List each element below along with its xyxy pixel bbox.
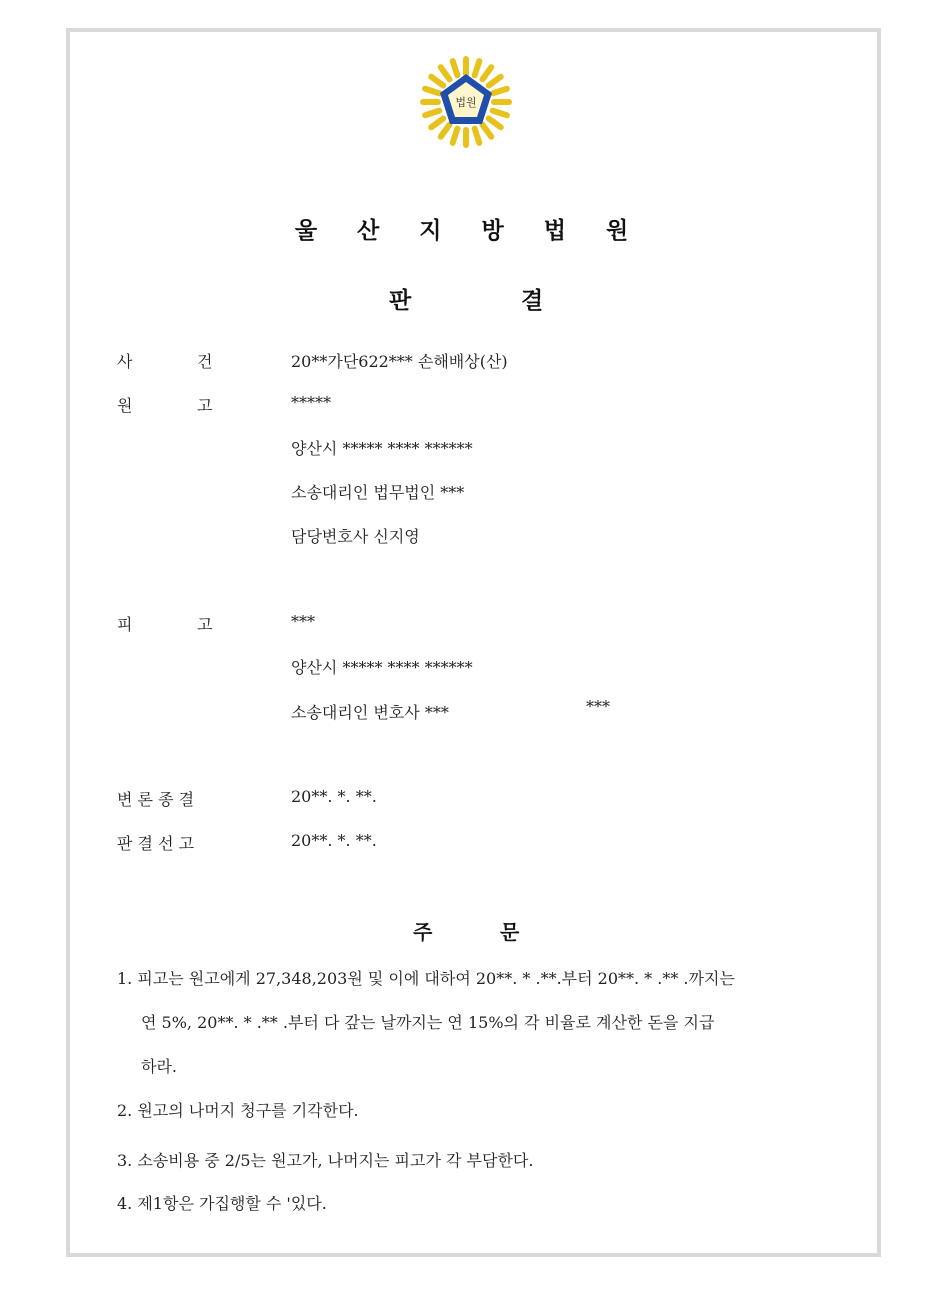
emblem-ray <box>431 77 443 86</box>
closing-label: 변 론 종 결 <box>117 790 195 809</box>
emblem-ray <box>493 111 507 116</box>
emblem-ray <box>453 129 458 143</box>
order-heading-right: 문 <box>500 920 520 944</box>
judgment-date-label: 판 결 선 고 <box>117 834 195 853</box>
emblem-ray <box>453 61 458 75</box>
order-heading-left: 주 <box>413 920 433 944</box>
defendant-name: *** <box>291 612 315 631</box>
plaintiff-address: 양산시 ***** **** ****** <box>291 439 473 458</box>
plaintiff-attorney: 담당변호사 신지영 <box>291 527 420 546</box>
emblem-ray <box>475 129 480 143</box>
emblem-ray <box>489 118 501 127</box>
emblem-ray <box>431 118 443 127</box>
emblem-ray <box>441 125 450 137</box>
defendant-counsel: 소송대리인 변호사 *** <box>291 703 449 722</box>
emblem-ray <box>425 111 439 116</box>
judgment-title-right: 결 <box>521 288 544 314</box>
emblem-ray <box>475 61 480 75</box>
emblem-ray <box>425 89 439 94</box>
emblem-ray <box>482 125 491 137</box>
court-name: 울 산 지 방 법 원 <box>294 218 645 244</box>
defendant-counsel-extra: *** <box>586 697 610 716</box>
court-emblem-icon <box>420 56 512 148</box>
judgment-title-left: 판 <box>389 288 412 314</box>
order-item-3: 3. 소송비용 중 2/5는 원고가, 나머지는 피고가 각 부담한다. <box>117 1151 534 1170</box>
judgment-date: 20**. *. **. <box>291 831 377 850</box>
plaintiff-name: ***** <box>291 393 331 412</box>
emblem-ray <box>493 89 507 94</box>
order-item-1-line-1: 1. 피고는 원고에게 27,348,203원 및 이에 대하여 20**. * .**.부터 20**. * .** .까지는 <box>117 969 735 988</box>
order-item-2: 2. 원고의 나머지 청구를 기각한다. <box>117 1101 359 1120</box>
emblem-ray <box>489 77 501 86</box>
emblem-text: 법원 <box>455 96 477 109</box>
defendant-address: 양산시 ***** **** ****** <box>291 658 473 677</box>
emblem-ray <box>441 67 450 79</box>
order-item-1-line-2: 연 5%, 20**. * .** .부터 다 갚는 날까지는 연 15%의 각 비율로 계산한 돈을 지급 <box>141 1013 715 1032</box>
closing-date: 20**. *. **. <box>291 787 377 806</box>
plaintiff-counsel: 소송대리인 법무법인 *** <box>291 483 465 502</box>
order-item-4: 4. 제1항은 가집행할 수 '있다. <box>117 1194 327 1213</box>
emblem-ray <box>482 67 491 79</box>
case-value: 20**가단622*** 손해배상(산) <box>291 352 508 371</box>
order-item-1-line-3: 하라. <box>141 1057 177 1076</box>
